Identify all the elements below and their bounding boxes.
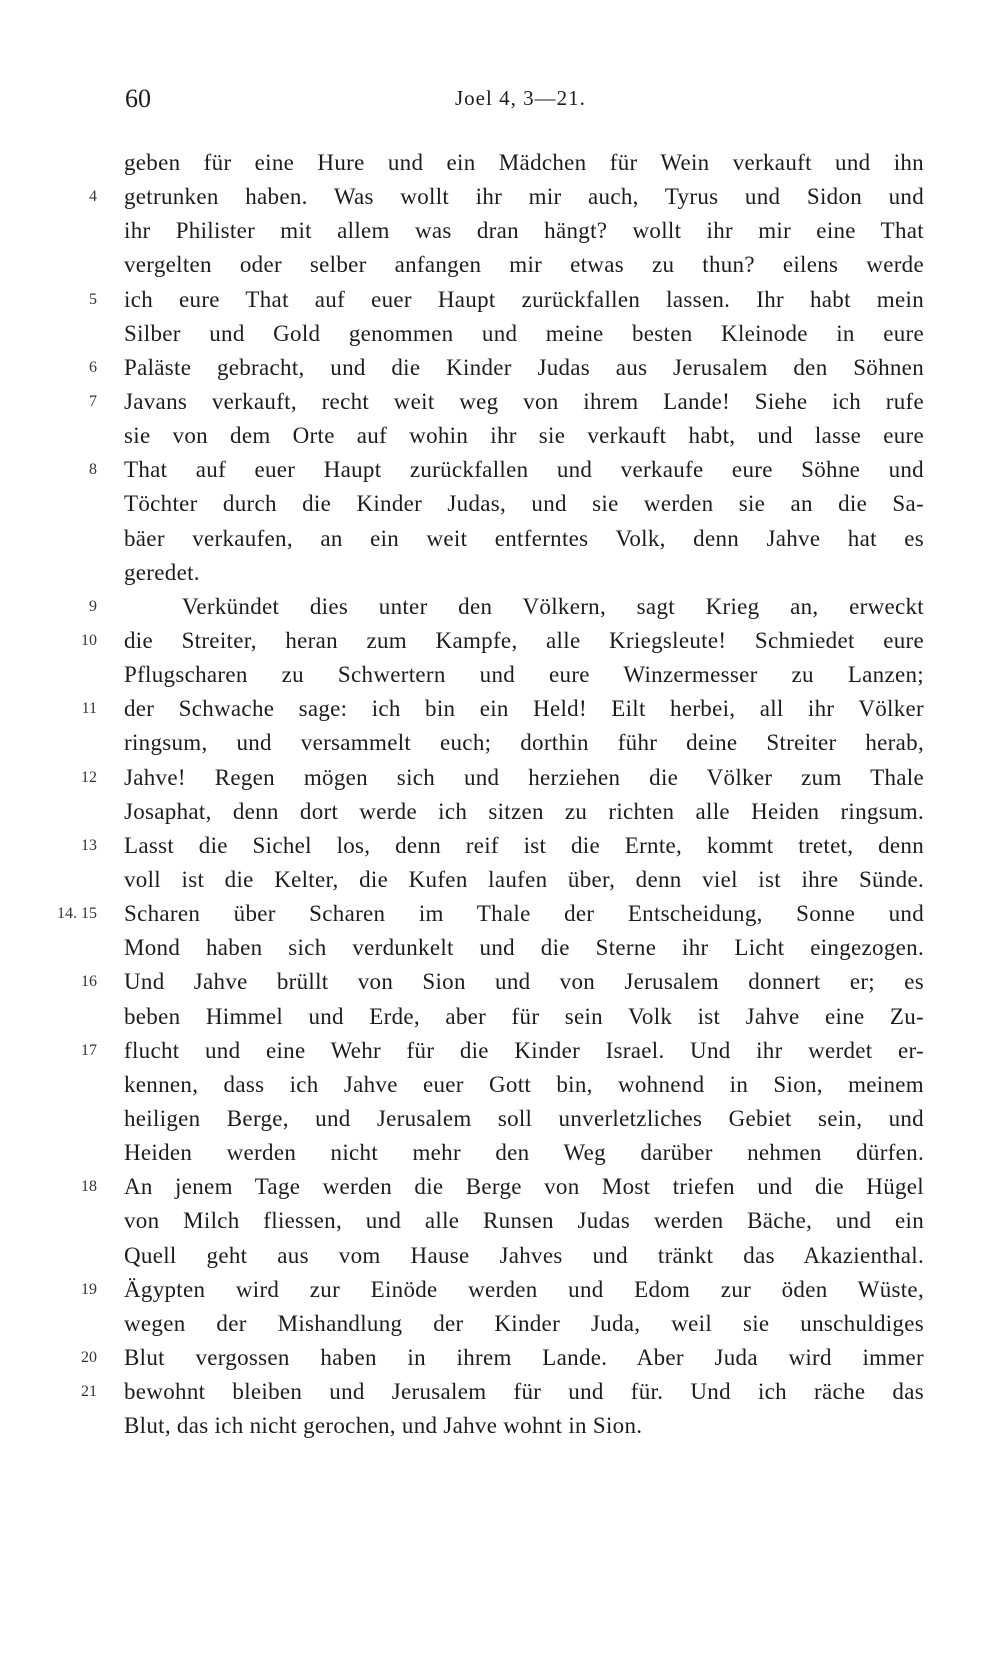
text-line bbox=[0, 1409, 1000, 1443]
line-text: flucht und eine Wehr für die Kinder Israel. Und ihr werdet er- bbox=[124, 1037, 924, 1063]
text-line bbox=[0, 453, 1000, 487]
text-line bbox=[0, 863, 1000, 897]
text-line bbox=[0, 1102, 1000, 1136]
text-line bbox=[0, 317, 1000, 351]
text-line bbox=[0, 1034, 1000, 1068]
text-line bbox=[0, 1375, 1000, 1409]
text-line bbox=[0, 419, 1000, 453]
text-line bbox=[0, 487, 1000, 521]
line-text: Lasst die Sichel los, denn reif ist die Ernte, kommt tretet, denn bbox=[124, 832, 924, 858]
line-text: von Milch fliessen, und alle Runsen Judas werden Bäche, und ein bbox=[124, 1208, 924, 1234]
line-text: geredet. bbox=[124, 559, 200, 585]
verse-number: 7 bbox=[89, 392, 97, 410]
verse-number: 21 bbox=[81, 1383, 97, 1401]
verse-number: 14. 15 bbox=[57, 905, 97, 923]
text-line bbox=[0, 1068, 1000, 1102]
text-line bbox=[0, 761, 1000, 795]
line-text: Paläste gebracht, und die Kinder Judas aus Jerusalem den Söhnen bbox=[124, 354, 924, 380]
line-text: Pflugscharen zu Schwertern und eure Winzermesser zu Lanzen; bbox=[124, 662, 924, 688]
text-line bbox=[0, 522, 1000, 556]
verse-number: 11 bbox=[81, 700, 97, 718]
text-line bbox=[0, 965, 1000, 999]
verse-number: 19 bbox=[81, 1280, 97, 1298]
line-text: That auf euer Haupt zurückfallen und verkaufe eure Söhne und bbox=[124, 457, 924, 483]
text-line bbox=[0, 829, 1000, 863]
text-line bbox=[0, 692, 1000, 726]
text-line bbox=[0, 795, 1000, 829]
line-text: bewohnt bleiben und Jerusalem für und für. Und ich räche das bbox=[124, 1379, 924, 1405]
text-line bbox=[0, 897, 1000, 931]
text-line bbox=[0, 726, 1000, 760]
line-text: ringsum, und versammelt euch; dorthin führ deine Streiter herab, bbox=[124, 730, 924, 756]
line-text: Josaphat, denn dort werde ich sitzen zu richten alle Heiden ringsum. bbox=[124, 798, 924, 824]
line-text: Quell geht aus vom Hause Jahves und tränkt das Akazienthal. bbox=[124, 1242, 924, 1268]
text-line bbox=[0, 1136, 1000, 1170]
line-text: Scharen über Scharen im Thale der Entscheidung, Sonne und bbox=[124, 901, 924, 927]
text-line bbox=[0, 658, 1000, 692]
text-line bbox=[0, 1273, 1000, 1307]
text-line bbox=[0, 1204, 1000, 1238]
line-text: bäer verkaufen, an ein weit entferntes Volk, denn Jahve hat es bbox=[124, 525, 924, 551]
line-text: der Schwache sage: ich bin ein Held! Eilt herbei, all ihr Völker bbox=[124, 696, 924, 722]
text-line bbox=[0, 590, 1000, 624]
text-line bbox=[0, 1170, 1000, 1204]
verse-number: 4 bbox=[89, 188, 97, 206]
line-text: wegen der Mishandlung der Kinder Juda, weil sie unschuldiges bbox=[124, 1310, 924, 1336]
line-text: Und Jahve brüllt von Sion und von Jerusalem donnert er; es bbox=[124, 969, 924, 995]
line-text: Ägypten wird zur Einöde werden und Edom zur öden Wüste, bbox=[124, 1276, 924, 1302]
page-header bbox=[125, 84, 925, 124]
text-line bbox=[0, 931, 1000, 965]
verse-number: 6 bbox=[89, 358, 97, 376]
line-text: geben für eine Hure und ein Mädchen für Wein verkauft und ihn bbox=[124, 150, 924, 175]
line-text: heiligen Berge, und Jerusalem soll unverletzliches Gebiet sein, und bbox=[124, 1105, 924, 1131]
text-line bbox=[0, 1341, 1000, 1375]
page-number: 60 bbox=[125, 84, 151, 113]
verse-number: 9 bbox=[89, 597, 97, 615]
text-line bbox=[0, 1239, 1000, 1273]
text-line bbox=[0, 283, 1000, 317]
text-line bbox=[0, 1000, 1000, 1034]
verse-number: 13 bbox=[81, 836, 97, 854]
line-text: getrunken haben. Was wollt ihr mir auch, Tyrus und Sidon und bbox=[124, 184, 924, 210]
verse-number: 10 bbox=[81, 631, 97, 649]
line-text: An jenem Tage werden die Berge von Most triefen und die Hügel bbox=[124, 1174, 924, 1200]
running-head: Joel 4, 3—21. bbox=[455, 86, 586, 110]
verse-number: 16 bbox=[81, 973, 97, 991]
line-text: Mond haben sich verdunkelt und die Sterne ihr Licht eingezogen. bbox=[124, 935, 924, 961]
line-text: Blut, das ich nicht gerochen, und Jahve wohnt in Sion. bbox=[124, 1413, 643, 1439]
line-text: kennen, dass ich Jahve euer Gott bin, wohnend in Sion, meinem bbox=[124, 1071, 924, 1097]
line-text: beben Himmel und Erde, aber für sein Volk ist Jahve eine Zu- bbox=[124, 1003, 924, 1029]
verse-number: 20 bbox=[81, 1348, 97, 1366]
text-line bbox=[0, 1307, 1000, 1341]
line-text: ich eure That auf euer Haupt zurückfallen lassen. Ihr habt mein bbox=[124, 286, 924, 312]
verse-number: 8 bbox=[89, 461, 97, 479]
line-text: voll ist die Kelter, die Kufen laufen über, denn viel ist ihre Sünde. bbox=[124, 866, 924, 892]
text-line bbox=[0, 385, 1000, 419]
text-line bbox=[0, 146, 1000, 180]
text-line bbox=[0, 180, 1000, 214]
body-text bbox=[0, 146, 1000, 1443]
line-text: Töchter durch die Kinder Judas, und sie werden sie an die Sa- bbox=[124, 491, 924, 517]
line-text: Verkündet dies unter den Völkern, sagt Krieg an, erweckt bbox=[182, 593, 924, 619]
line-text: die Streiter, heran zum Kampfe, alle Kriegsleute! Schmiedet eure bbox=[124, 627, 924, 653]
verse-number: 17 bbox=[81, 1041, 97, 1059]
line-text: vergelten oder selber anfangen mir etwas zu thun? eilens werde bbox=[124, 252, 924, 278]
verse-number: 18 bbox=[81, 1178, 97, 1196]
line-text: Javans verkauft, recht weit weg von ihrem Lande! Siehe ich rufe bbox=[124, 388, 924, 414]
line-text: Jahve! Regen mögen sich und herziehen die Völker zum Thale bbox=[124, 764, 924, 790]
text-line bbox=[0, 556, 1000, 590]
line-text: Blut vergossen haben in ihrem Lande. Aber Juda wird immer bbox=[124, 1344, 924, 1370]
verse-number: 12 bbox=[81, 768, 97, 786]
text-line bbox=[0, 248, 1000, 282]
line-text: Silber und Gold genommen und meine besten Kleinode in eure bbox=[124, 320, 924, 346]
line-text: Heiden werden nicht mehr den Weg darüber nehmen dürfen. bbox=[124, 1140, 924, 1166]
verse-number: 5 bbox=[89, 290, 97, 308]
line-text: ihr Philister mit allem was dran hängt? wollt ihr mir eine That bbox=[124, 218, 924, 244]
text-line bbox=[0, 624, 1000, 658]
line-text: sie von dem Orte auf wohin ihr sie verkauft habt, und lasse eure bbox=[124, 423, 924, 449]
text-line bbox=[0, 351, 1000, 385]
text-line bbox=[0, 214, 1000, 248]
